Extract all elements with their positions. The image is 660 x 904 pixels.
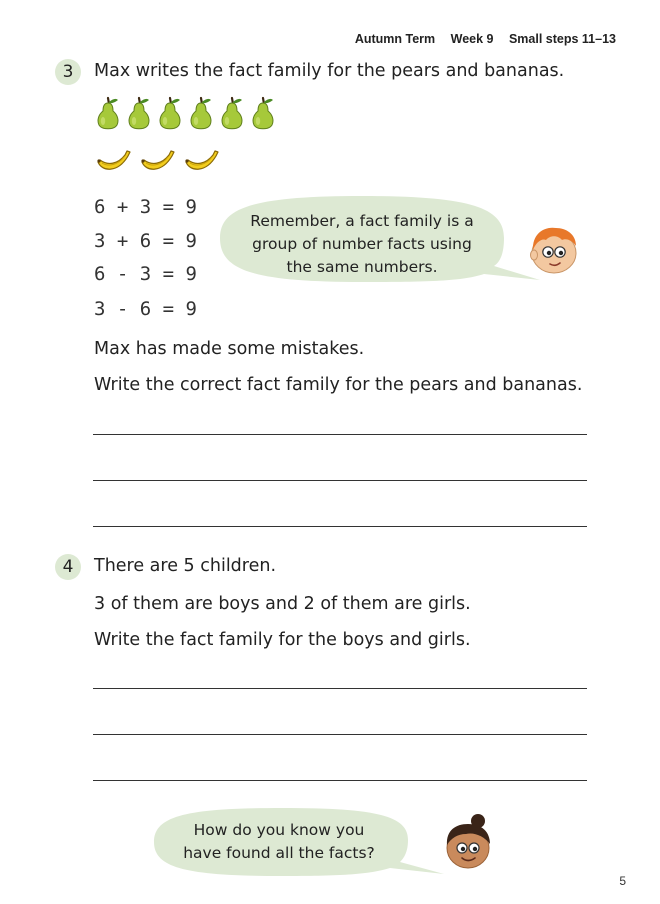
banana-icon: [97, 151, 130, 169]
bubble-question-text: How do you know you have found all the facts?: [183, 821, 375, 862]
question-3-instruction: Write the correct fact family for the pears and bananas.: [94, 375, 583, 395]
banana-icon: [185, 151, 218, 169]
header-steps: Small steps 11–13: [508, 32, 616, 46]
equation-2: 3 + 6 = 9: [94, 230, 197, 252]
bananas-row: [96, 146, 226, 176]
question-3-prompt: Max writes the fact family for the pears and bananas.: [94, 61, 565, 81]
bubble-reminder-text: Remember, a fact family is a group of number facts using the same numbers.: [250, 212, 474, 276]
question-4-line-2: 3 of them are boys and 2 of them are girls.: [94, 594, 471, 614]
girl-avatar-icon: [440, 812, 498, 874]
pear-icon: [222, 98, 242, 129]
answer-line[interactable]: [93, 480, 587, 481]
question-4-instruction: Write the fact family for the boys and girls.: [94, 630, 471, 650]
question-4-number: 4: [55, 554, 81, 580]
answer-line[interactable]: [93, 734, 587, 735]
page-number: 5: [619, 874, 626, 888]
equation-4: 3 - 6 = 9: [94, 298, 197, 320]
answer-line[interactable]: [93, 780, 587, 781]
equation-3: 6 - 3 = 9: [94, 263, 197, 285]
pear-icon: [253, 98, 273, 129]
pear-icon: [129, 98, 149, 129]
pear-icon: [191, 98, 211, 129]
pear-icon: [160, 98, 180, 129]
banana-icon: [141, 151, 174, 169]
question-4-line-1: There are 5 children.: [94, 556, 277, 576]
header-term: Autumn Term: [354, 32, 436, 46]
pear-icon: [98, 98, 118, 129]
answer-line[interactable]: [93, 434, 587, 435]
equation-1: 6 + 3 = 9: [94, 196, 197, 218]
question-3-number: 3: [55, 59, 81, 85]
answer-line[interactable]: [93, 688, 587, 689]
header-week: Week 9: [450, 32, 494, 46]
answer-line[interactable]: [93, 526, 587, 527]
question-3-mistakes: Max has made some mistakes.: [94, 339, 365, 359]
page-header: [343, 32, 616, 46]
pears-row: [94, 94, 284, 132]
boy-avatar-icon: [526, 222, 582, 278]
